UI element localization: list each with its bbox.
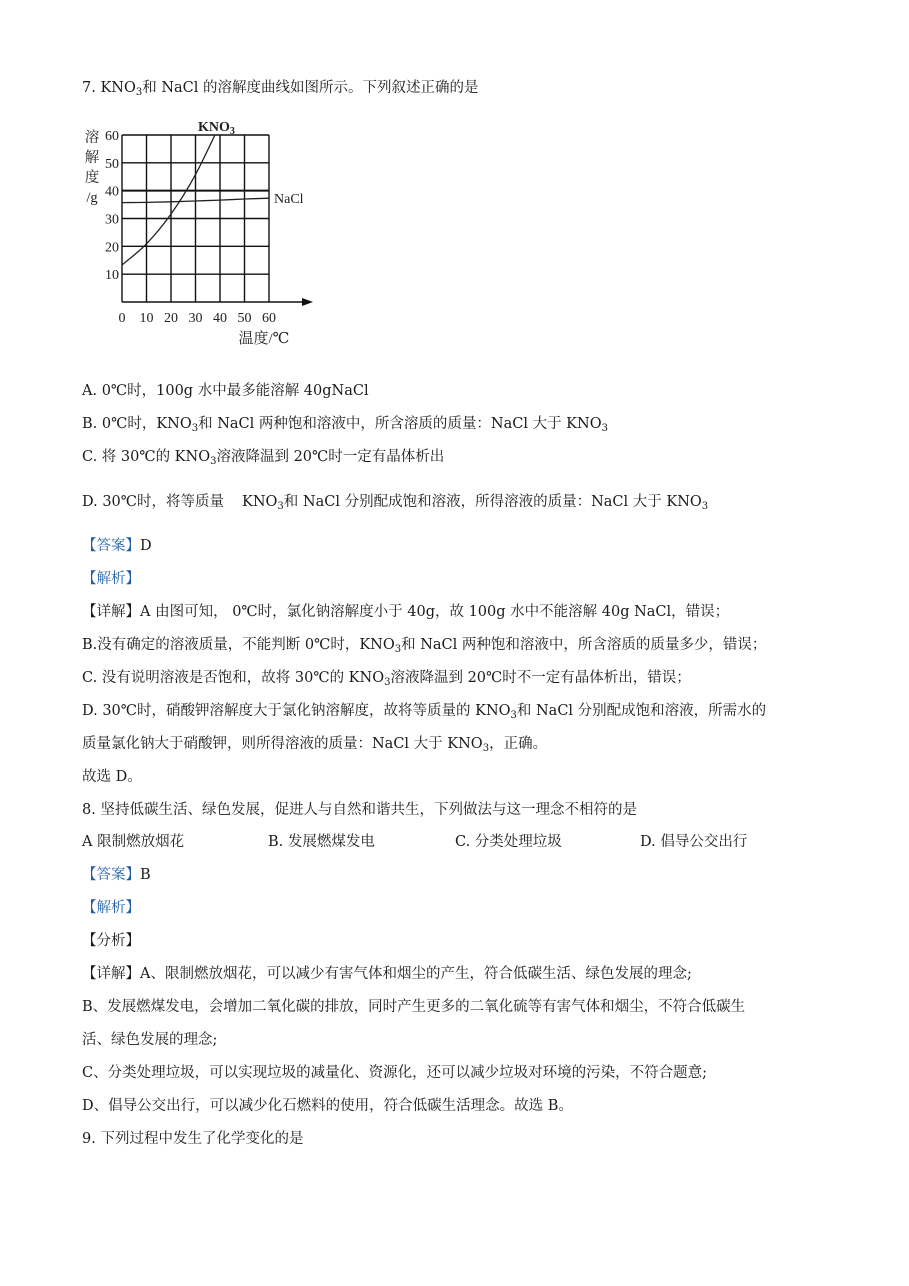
y-axis-label-char: /g — [86, 190, 98, 206]
q7-detail-2: B.没有确定的溶液质量，不能判断 0℃时，$KNO_3$和 NaCl 两种饱和溶液中，所含溶质的质量多少，错误； — [82, 637, 767, 655]
q7-detail-3: C. 没有说明溶液是否饱和，故将 30℃的 $KNO_3$溶液降温到 20℃时不一定有晶体析出，错误； — [82, 670, 691, 688]
y-tick-label: 20 — [105, 240, 119, 256]
y-tick-label: 40 — [105, 184, 119, 200]
q8-detail-1: 【详解】A、限制燃放烟花，可以减少有害气体和烟尘的产生，符合低碳生活、绿色发展的理念; — [82, 966, 692, 982]
q7-option-a: A. 0℃时，100g 水中最多能溶解 40gNaCl — [82, 383, 369, 399]
q8-option-d: D. 倡导公交出行 — [640, 834, 748, 850]
q8-stem: 8. 坚持低碳生活、绿色发展，促进人与自然和谐共生，下列做法与这一理念不相符的是 — [82, 802, 637, 818]
x-tick-label: 10 — [139, 311, 154, 326]
y-tick-label: 50 — [105, 156, 119, 172]
x-tick-label: 20 — [164, 311, 178, 326]
x-axis-arrow — [302, 298, 313, 306]
y-axis-label-char: 解 — [84, 150, 100, 166]
q7-detail-4: D. 30℃时，硝酸钾溶解度大于氯化钠溶解度，故将等质量的 $KNO_3$和 NaCl 分别配成饱和溶液，所需水的 — [82, 703, 767, 721]
q8-fenxi-tag: 【分析】 — [82, 933, 140, 949]
nacl-series-label: NaCl — [274, 192, 304, 208]
q8-answer: 【答案】B — [82, 867, 151, 883]
q8-option-a: A 限制燃放烟花 — [82, 834, 185, 850]
y-tick-label: 10 — [105, 268, 119, 284]
x-tick-label: 40 — [213, 311, 227, 326]
answer-tag: 【答案】 — [82, 538, 140, 554]
solubility-chart — [82, 115, 322, 355]
q8-detail-3: 活、绿色发展的理念; — [82, 1032, 218, 1048]
q7-analysis-tag: 【解析】 — [82, 571, 140, 587]
q7-option-b: B. 0℃时，$KNO_3$和 NaCl 两种饱和溶液中，所含溶质的质量：NaCl 大于 $KNO_3$ — [82, 416, 608, 434]
q7-stem: 7. $KNO_3$和 NaCl 的溶解度曲线如图所示。下列叙述正确的是 — [82, 80, 479, 98]
y-tick-label: 30 — [105, 212, 119, 228]
x-tick-label: 60 — [262, 311, 276, 326]
q8-detail-2: B、发展燃煤发电，会增加二氧化碳的排放，同时产生更多的二氧化硫等有害气体和烟尘，不符合低碳生 — [82, 999, 746, 1015]
q9-stem: 9. 下列过程中发生了化学变化的是 — [82, 1131, 304, 1147]
x-tick-label: 0 — [118, 311, 126, 326]
q8-detail-5: D、倡导公交出行，可以减少化石燃料的使用，符合低碳生活理念。故选 B。 — [82, 1098, 573, 1114]
q7-answer: 【答案】D — [82, 538, 152, 554]
q7-detail-5: 质量氯化钠大于硝酸钾，则所得溶液的质量：NaCl 大于 $KNO_3$，正确。 — [82, 736, 548, 754]
x-tick-label: 30 — [188, 311, 203, 326]
y-axis-label-char: 度 — [84, 170, 100, 186]
q8-option-c: C. 分类处理垃圾 — [455, 834, 562, 850]
q7-detail-1: 【详解】A 由图可知， 0℃时，氯化钠溶解度小于 40g，故 100g 水中不能溶解 40g NaCl，错误； — [82, 604, 730, 620]
kno3-series-label: $KNO_3$ — [198, 120, 235, 137]
q8-analysis-tag: 【解析】 — [82, 900, 140, 916]
y-axis-label-char: 溶 — [84, 130, 100, 146]
x-tick-label: 50 — [237, 311, 252, 326]
q7-option-d: D. 30℃时，将等质量 $KNO_3$和 NaCl 分别配成饱和溶液，所得溶液的质量：NaCl 大于 $KNO_3$ — [82, 494, 709, 512]
q8-option-b: B. 发展燃煤发电 — [268, 834, 375, 850]
x-axis-label: 温度/℃ — [238, 331, 290, 347]
q7-option-c: C. 将 30℃的 $KNO_3$溶液降温到 20℃时一定有晶体析出 — [82, 449, 445, 467]
q8-detail-4: C、分类处理垃圾，可以实现垃圾的减量化、资源化，还可以减少垃圾对环境的污染，不符合题意; — [82, 1065, 707, 1081]
q7-detail-6: 故选 D。 — [82, 769, 142, 785]
y-tick-label: 60 — [105, 129, 119, 144]
